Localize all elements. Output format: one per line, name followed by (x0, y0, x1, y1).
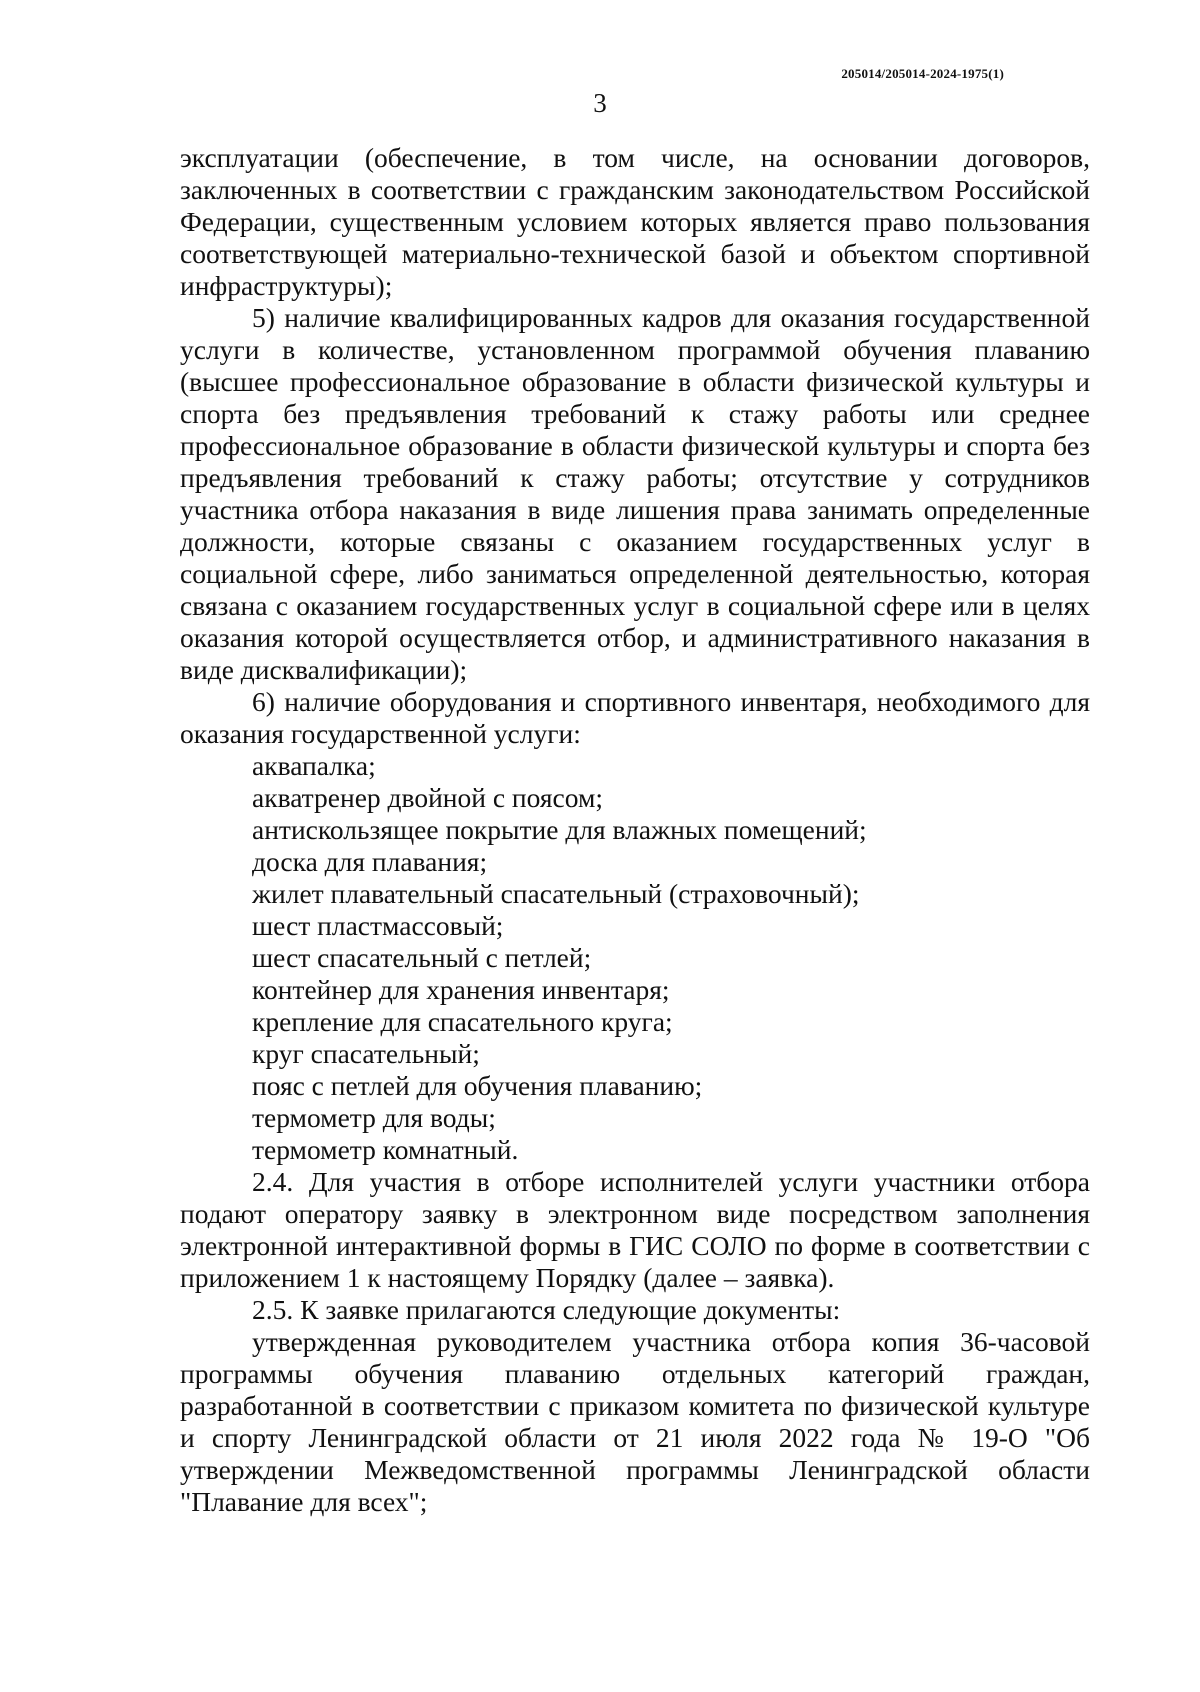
paragraph-qualified-staff: 5) наличие квалифицированных кадров для оказания государственной услуги в количестве, установленном программой обучения плаванию (высшее профессиональное образование в области физической культуры и спорта без предъявления требований к стажу работы или среднее профессиональное образование в области физической культуры и спорта без предъявления требований к стажу работы; отсутствие у сотрудников участника отбора наказания в виде лишения права занимать определенные должности, которые связаны с оказанием государственных услуг в социальной сфере, либо заниматься определенной деятельностью, которая связана с оказанием государственных услуг в социальной сфере или в целях оказания которой осуществляется отбор, и административного наказания в виде дисквалификации); (180, 302, 1090, 685)
equipment-list-item: круг спасательный; (252, 1038, 480, 1069)
equipment-list-item: термометр комнатный. (252, 1134, 519, 1165)
equipment-list-item: термометр для воды; (252, 1102, 496, 1133)
equipment-list-item: крепление для спасательного круга; (252, 1006, 673, 1037)
document-body (180, 142, 1090, 1518)
equipment-list-item: доска для плавания; (252, 846, 488, 877)
paragraph-program-copy: утвержденная руководителем участника отбора копия 36-часовой программы обучения плаванию отдельных категорий граждан, разработанной в соответствии с приказом комитета по физической культуре и спорту Ленинградской области от 21 июля 2022 года № 19-О "Об утверждении Межведомственной программы Ленинградской области "Плавание для всех"; (180, 1326, 1090, 1517)
paragraph-2-5: 2.5. К заявке прилагаются следующие документы: (252, 1294, 841, 1325)
paragraph-equipment-intro: 6) наличие оборудования и спортивного инвентаря, необходимого для оказания государственной услуги: (180, 686, 1090, 749)
equipment-list-item: шест пластмассовый; (252, 910, 504, 941)
page-number: 3 (593, 88, 607, 118)
equipment-list-item: аквапалка; (252, 750, 376, 781)
equipment-list (180, 750, 1090, 1166)
equipment-list-item: шест спасательный с петлей; (252, 942, 592, 973)
document-id: 205014/205014-2024-1975(1) (841, 66, 1004, 81)
document-page (180, 142, 1090, 1518)
equipment-list-item: антискользящее покрытие для влажных помещений; (252, 814, 867, 845)
paragraph-continuation: эксплуатации (обеспечение, в том числе, на основании договоров, заключенных в соответствии с гражданским законодательством Российской Федерации, существенным условием которых является право пользования соответствующей материально-технической базой и объектом спортивной инфраструктуры); (180, 142, 1090, 301)
paragraph-2-4: 2.4. Для участия в отборе исполнителей услуги участники отбора подают оператору заявку в электронном виде посредством заполнения электронной интерактивной формы в ГИС СОЛО по форме в соответствии с приложением 1 к настоящему Порядку (далее – заявка). (180, 1166, 1090, 1293)
equipment-list-item: акватренер двойной с поясом; (252, 782, 604, 813)
equipment-list-item: пояс с петлей для обучения плаванию; (252, 1070, 703, 1101)
equipment-list-item: контейнер для хранения инвентаря; (252, 974, 670, 1005)
equipment-list-item: жилет плавательный спасательный (страховочный); (252, 878, 860, 909)
